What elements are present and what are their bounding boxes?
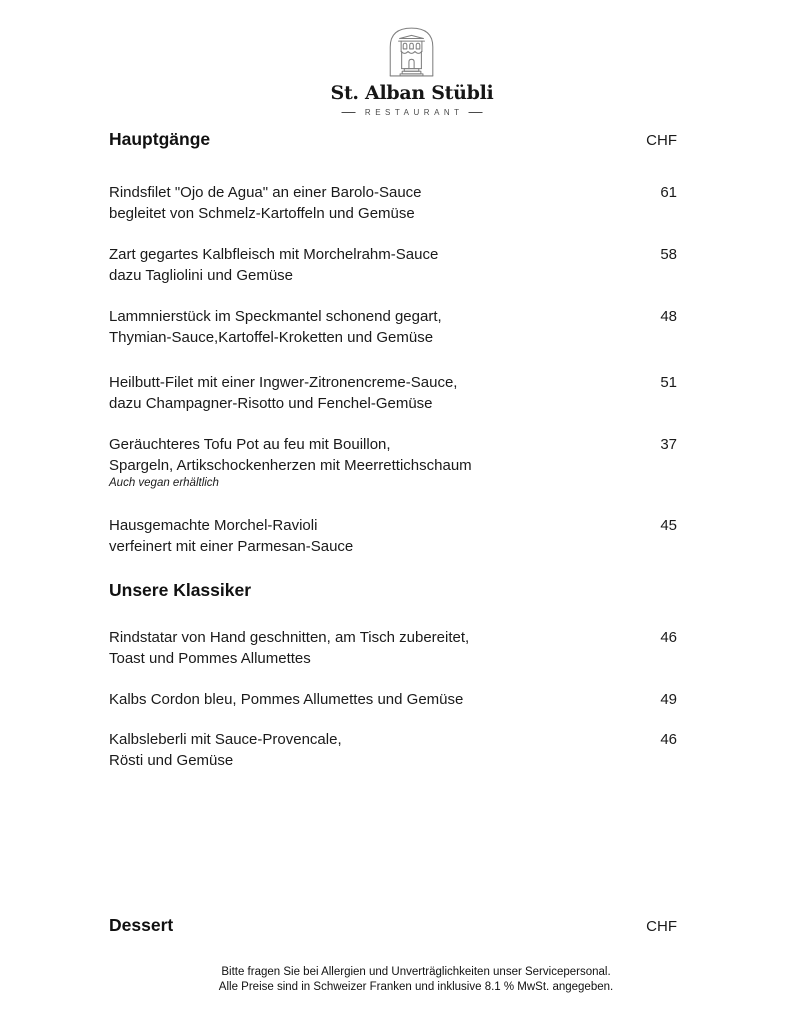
currency-label: CHF: [646, 132, 677, 149]
item-line-1: Geräuchteres Tofu Pot au feu mit Bouillon,: [109, 436, 391, 453]
item-description: [109, 729, 342, 771]
item-line-2: Rösti und Gemüse: [109, 752, 234, 769]
menu-item: [109, 515, 677, 557]
item-note: Auch vegan erhältlich: [109, 477, 219, 489]
section-title: Hauptgänge: [109, 129, 211, 149]
item-description: [109, 434, 472, 491]
item-line-2: dazu Tagliolini und Gemüse: [109, 267, 294, 284]
item-line-2: Toast und Pommes Allumettes: [109, 650, 311, 667]
item-description: [109, 244, 438, 286]
item-line-2: Thymian-Sauce,Kartoffel-Kroketten und Gemüse: [109, 329, 434, 346]
section-header-hauptgaenge: [109, 130, 677, 150]
item-line-1: Hausgemachte Morchel-Ravioli: [109, 517, 318, 534]
item-line-2: dazu Champagner-Risotto und Fenchel-Gemüse: [109, 395, 433, 412]
item-description: [109, 306, 442, 348]
brand-subtitle-label: RESTAURANT: [364, 108, 464, 117]
item-line-1: Kalbsleberli mit Sauce-Provencale,: [109, 731, 342, 748]
menu-footer: [219, 965, 613, 995]
item-line-1: Kalbs Cordon bleu, Pommes Allumettes und Gemüse: [109, 691, 464, 708]
item-line-1: Rindsfilet "Ojo de Agua" an einer Barolo-Sauce: [109, 184, 422, 201]
menu-item: [109, 306, 677, 348]
item-line-2: begleitet von Schmelz-Kartoffeln und Gemüse: [109, 205, 415, 222]
menu-item: [109, 182, 677, 224]
section-header-klassiker: [109, 581, 677, 599]
footer-line-2: Alle Preise sind in Schweizer Franken und inklusive 8.1 % MwSt. angegeben.: [218, 981, 614, 993]
item-description: [109, 182, 422, 224]
item-price: 51: [660, 374, 677, 391]
item-description: [109, 515, 353, 557]
item-price: 61: [660, 184, 677, 201]
item-price: 49: [660, 691, 677, 708]
footer-line-1: Bitte fragen Sie bei Allergien und Unverträglichkeiten unser Servicepersonal.: [221, 966, 611, 978]
menu-item: [109, 729, 677, 771]
menu-content: [109, 0, 677, 936]
item-line-1: Lammnierstück im Speckmantel schonend gegart,: [109, 308, 442, 325]
menu-item: [109, 244, 677, 286]
item-price: 46: [660, 629, 677, 646]
item-line-1: Rindstatar von Hand geschnitten, am Tisch zubereitet,: [109, 629, 470, 646]
item-price: 48: [660, 308, 677, 325]
section-title: Dessert: [109, 915, 174, 935]
menu-item: [109, 689, 677, 710]
item-line-1: Zart gegartes Kalbfleisch mit Morchelrahm-Sauce: [109, 246, 439, 263]
section-header-dessert: [109, 916, 677, 936]
currency-label: CHF: [646, 918, 677, 935]
section-title: Unsere Klassiker: [109, 580, 252, 600]
item-price: 45: [660, 517, 677, 534]
item-price: 58: [660, 246, 677, 263]
brand-title: St. Alban Stübli: [330, 82, 494, 104]
item-description: [109, 689, 463, 710]
item-description: [109, 372, 457, 414]
menu-item: [109, 627, 677, 669]
item-description: [109, 627, 469, 669]
item-line-2: Spargeln, Artikschockenherzen mit Meerrettichschaum: [109, 457, 472, 474]
menu-item: [109, 372, 677, 414]
item-price: 37: [660, 436, 677, 453]
item-price: 46: [660, 731, 677, 748]
item-line-1: Heilbutt-Filet mit einer Ingwer-Zitronencreme-Sauce,: [109, 374, 458, 391]
menu-item: [109, 434, 677, 491]
item-line-2: verfeinert mit einer Parmesan-Sauce: [109, 538, 354, 555]
